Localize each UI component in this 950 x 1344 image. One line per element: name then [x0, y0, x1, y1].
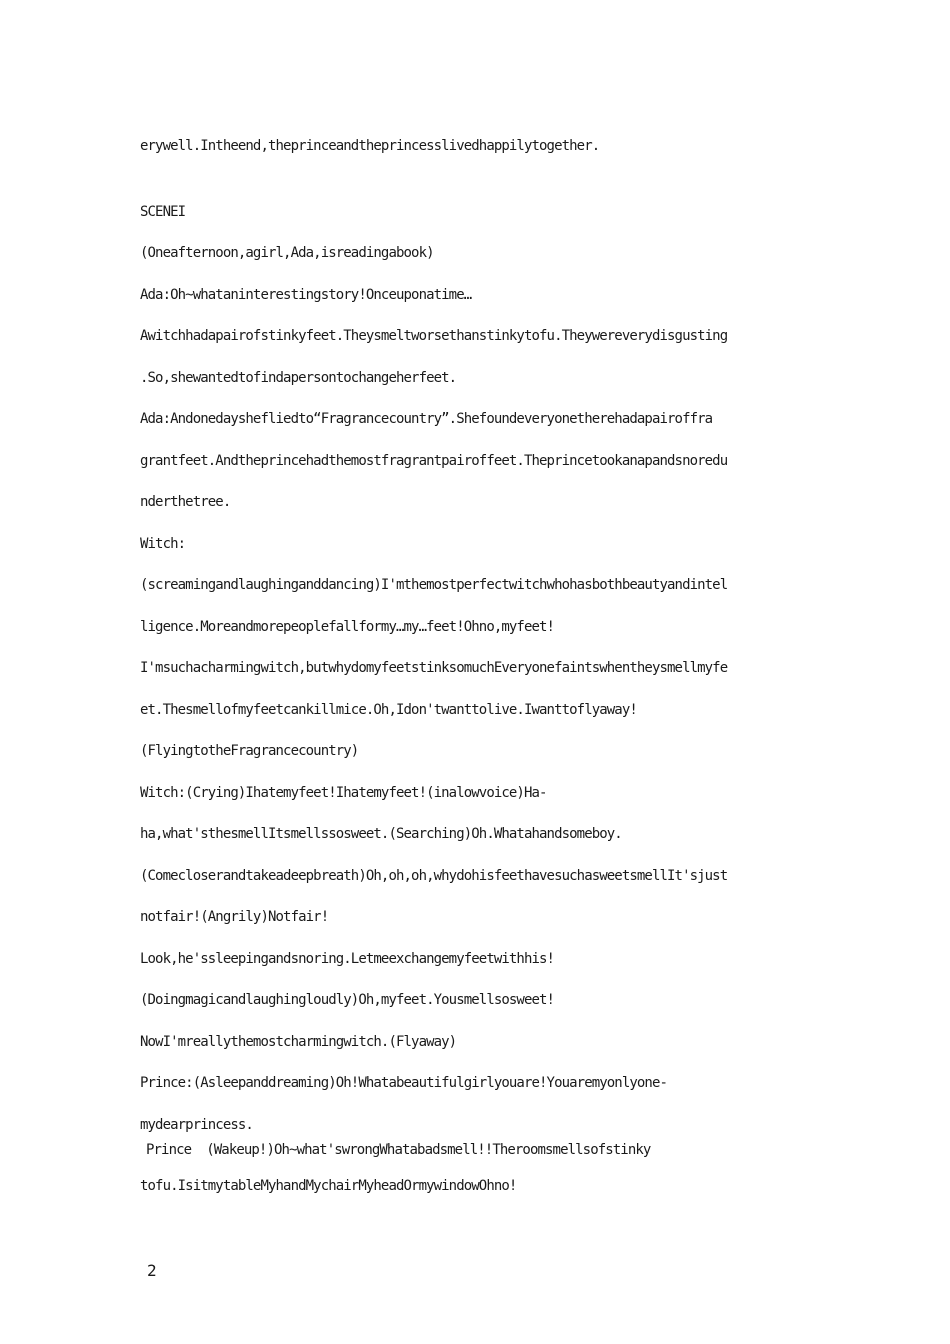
- text-line: Awitchhadapairofstinkyfeet.Theysmeltworsethanstinkytofu.Theywereverydisgusting: [140, 328, 728, 344]
- text-line: (screamingandlaughinganddancing)I'mthemostperfectwitchwhohasbothbeautyandintel: [140, 577, 728, 593]
- text-line: tofu.IsitmytableMyhandMychairMyheadOrmywindowOhno!: [140, 1178, 517, 1194]
- text-line: erywell.Intheend,theprinceandtheprincesslivedhappilytogether.: [140, 138, 600, 154]
- text-line: (Doingmagicandlaughingloudly)Oh,myfeet.Yousmellsosweet!: [140, 992, 555, 1008]
- text-line: Witch:: [140, 536, 186, 552]
- text-line: Prince:(Asleepanddreaming)Oh!Whatabeautifulgirlyouare!Youaremyonlyone-: [140, 1075, 668, 1091]
- text-line: Witch:(Crying)Ihatemyfeet!Ihatemyfeet!(inalowvoice)Ha-: [140, 785, 547, 801]
- text-line: grantfeet.Andtheprincehadthemostfragrantpairoffeet.Theprincetookanapandsnoredu: [140, 453, 728, 469]
- text-line: notfair!(Angrily)Notfair!: [140, 909, 329, 925]
- text-line: nderthetree.: [140, 494, 231, 510]
- text-line: ligence.Moreandmorepeoplefallformy…my…feet!Ohno,myfeet!: [140, 619, 555, 635]
- text-line: Ada:Andonedayshefliedto“Fragrancecountry”.Shefoundeveryonetherehadapairoffra: [140, 411, 713, 427]
- text-line: Ada:Oh~whataninterestingstory!Onceuponatime…: [140, 287, 472, 303]
- text-line: (Comecloserandtakeadeepbreath)Oh,oh,oh,whydohisfeethavesuchasweetsmellIt'sjust: [140, 868, 728, 884]
- text-line: .So,shewantedtofindapersontochangeherfeet.: [140, 370, 457, 386]
- page-number: 2: [147, 1261, 157, 1280]
- text-line: (FlyingtotheFragrancecountry): [140, 743, 359, 759]
- text-line: mydearprincess.: [140, 1117, 253, 1133]
- scene-heading: SCENEI: [140, 204, 186, 220]
- text-line: NowI'mreallythemostcharmingwitch.(Flyaway): [140, 1034, 457, 1050]
- text-line: et.Thesmellofmyfeetcankillmice.Oh,Idon'twanttolive.Iwanttoflyaway!: [140, 702, 637, 718]
- text-line: Prince (Wakeup!)Oh~what'swrongWhatabadsmell!!Theroomsmellsofstinky: [146, 1142, 651, 1158]
- text-line: Look,he'ssleepingandsnoring.Letmeexchangemyfeetwithhis!: [140, 951, 555, 967]
- text-line: ha,what'sthesmellItsmellssosweet.(Searching)Oh.Whatahandsomeboy.: [140, 826, 622, 842]
- text-line: (Oneafternoon,agirl,Ada,isreadingabook): [140, 245, 434, 261]
- text-line: I'msuchacharmingwitch,butwhydomyfeetstinksomuchEveryonefaintswhentheysmellmyfe: [140, 660, 728, 676]
